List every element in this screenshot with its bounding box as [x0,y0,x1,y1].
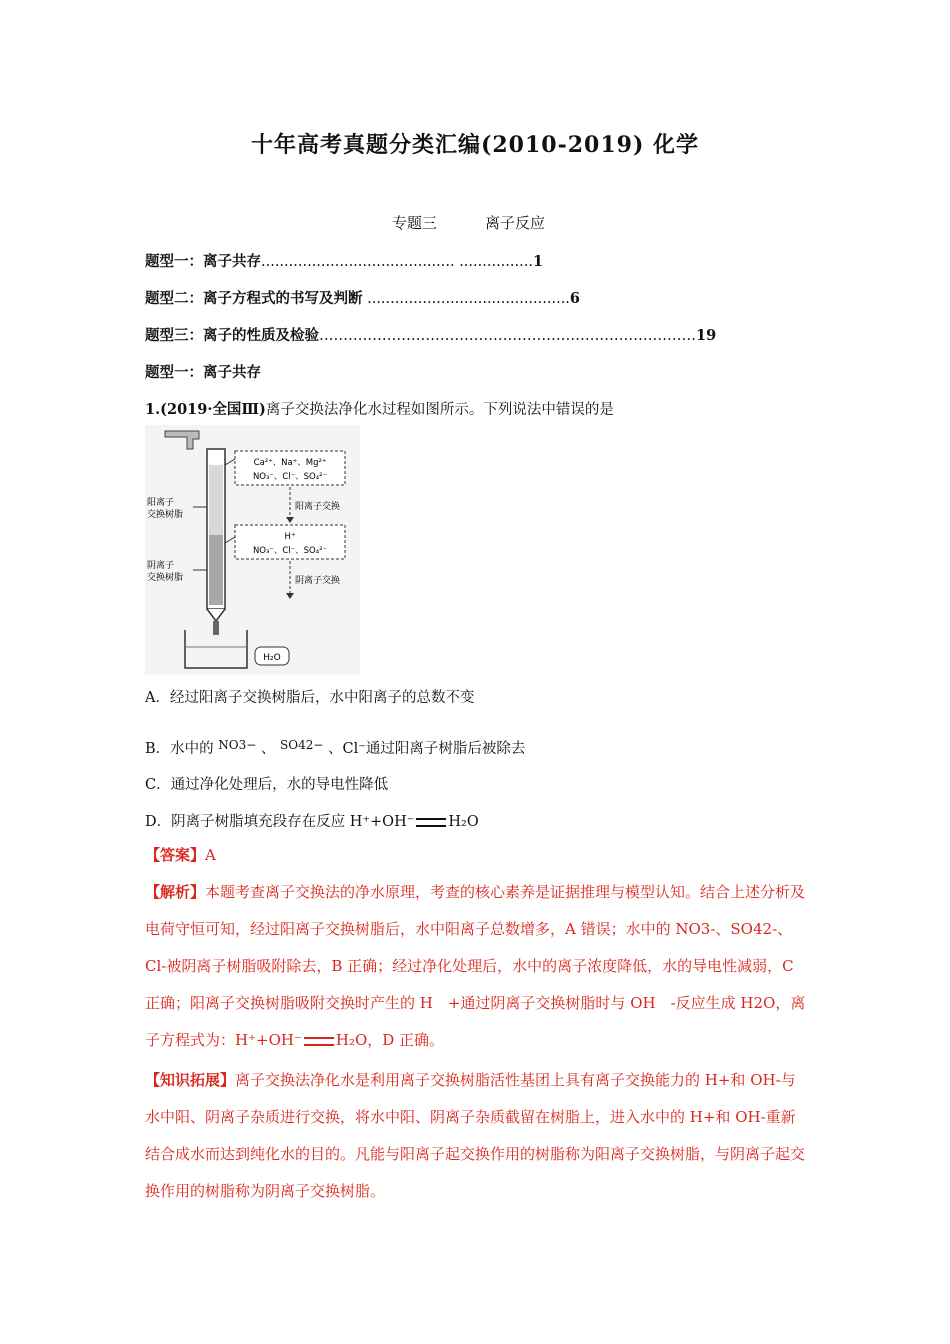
analysis: 【解析】本题考查离子交换法的净水原理，考查的核心素养是证据推理与模型认知。结合上述分析及电荷守恒可知，经过阳离子交换树脂后，水中阳离子总数增多，A 错误；水中的 NO3-、SO42-、Cl-被阴离子树脂吸附除去，B 正确；经过净化处理后，水中的离子浓度降低，水的导电性减弱，C 正确；阳离子交换树脂吸附交换时产生的 H +通过阴离子交换树脂时与 OH -反应生成 H2O，离子方程式为：H⁺+OH⁻ H₂O，D 正确。 [145,883,806,1049]
equals-sign [416,818,446,827]
svg-text:Ca²⁺、Na⁺、Mg²⁺: Ca²⁺、Na⁺、Mg²⁺ [253,458,327,468]
option-a[interactable]: A．经过阳离子交换树脂后，水中阳离子的总数不变 [145,690,475,706]
topic-heading [392,212,545,233]
svg-text:NO₃⁻、Cl⁻、SO₄²⁻: NO₃⁻、Cl⁻、SO₄²⁻ [252,472,328,482]
step-anion-exchange: 阴离子交换 [295,576,341,586]
option-c[interactable]: C．通过净化处理后，水的导电性降低 [145,777,389,793]
topic-name: 离子反应 [485,214,546,232]
ion-sulfate: SO42− [280,738,324,752]
svg-text:NO₃⁻、Cl⁻、SO₄²⁻: NO₃⁻、Cl⁻、SO₄²⁻ [252,546,328,556]
toc-item-2[interactable]: 题型二：离子方程式的书写及判断 ............................................6 [145,290,581,307]
section-heading: 题型一：离子共存 [145,364,261,381]
svg-text:H₂O: H₂O [263,653,281,663]
ion-nitrate: NO3− [218,738,257,752]
label-cation-resin: 阳离子交换树脂 [147,498,184,520]
toc-item-3[interactable]: 题型三：离子的性质及检验……………………………………………………………………19 [145,327,717,344]
svg-text:H⁺: H⁺ [284,532,296,542]
toc-item-1[interactable]: 题型一：离子共存.......................................... ................1 [145,253,544,270]
knowledge-extension: 【知识拓展】离子交换法净化水是利用离子交换树脂活性基团上具有离子交换能力的 H+和 OH-与水中阳、阴离子杂质进行交换，将水中阳、阴离子杂质截留在树脂上，进入水中的 H+和 OH-重新结合成水而达到纯化水的目的。凡能与阳离子起交换作用的树脂称为阳离子交换树脂，与阴离子起交换作用的树脂称为阴离子交换树脂。 [145,1071,806,1200]
topic-label: 专题三 [392,214,438,232]
answer: 【答案】A [145,846,216,864]
question-source: 1.(2019·全国Ⅲ) [145,401,266,418]
label-anion-resin: 阴离子交换树脂 [147,561,184,583]
option-b[interactable]: B．水中的 $^{NO3-}$ 、 $^{SO42-}$ 、Cl⁻通过阳离子树脂后被除去 [145,738,526,757]
step-cation-exchange: 阳离子交换 [295,502,341,512]
page-title: 十年高考真题分类汇编(2010-2019) 化学 [250,132,700,158]
question-stem: 1.(2019·全国Ⅲ)离子交换法净化水过程如图所示。下列说法中错误的是 [145,401,614,418]
ion-exchange-figure [145,425,360,675]
option-d[interactable]: D．阴离子树脂填充段存在反应 H⁺+OH⁻ H₂O [145,814,479,830]
